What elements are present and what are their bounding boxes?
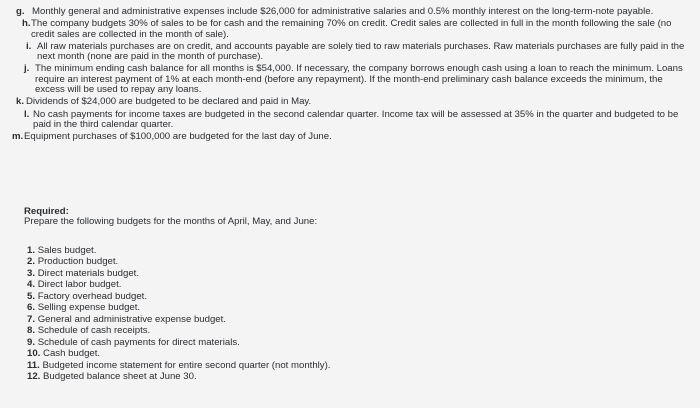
- required-heading: Required:: [24, 206, 69, 217]
- item-number: 4.: [27, 279, 36, 291]
- item-number: 11.: [27, 359, 40, 371]
- item-text: Cash budget.: [43, 348, 101, 360]
- item-number: 3.: [27, 267, 36, 279]
- assumption-marker: i.: [26, 40, 32, 52]
- assumption-text: No cash payments for income taxes are budgeted in the second calendar quarter. Income tax will be assessed at 35% in the quarter and budgeted to be paid in the third calendar quarter.: [33, 108, 679, 130]
- item-text: Schedule of cash payments for direct materials.: [37, 336, 240, 348]
- list-item: [27, 325, 684, 337]
- item-number: 12.: [27, 371, 41, 383]
- list-item: [27, 256, 684, 268]
- item-number: 1.: [27, 244, 36, 256]
- assumption-marker: m.: [12, 131, 24, 143]
- list-item: [27, 348, 684, 360]
- assumption-item: [0, 97, 694, 107]
- item-text: Budgeted balance sheet at June 30.: [43, 371, 197, 383]
- item-text: Production budget.: [37, 256, 119, 268]
- assumption-item: [0, 132, 694, 142]
- assumption-item: [0, 42, 694, 63]
- list-item: [27, 371, 684, 383]
- item-text: Direct labor budget.: [37, 279, 122, 291]
- item-number: 6.: [27, 302, 36, 314]
- required-section: [24, 207, 684, 383]
- list-item: [27, 337, 684, 349]
- assumption-item: [0, 7, 694, 17]
- item-number: 2.: [27, 256, 36, 268]
- assumption-text: Monthly general and administrative expenses include $26,000 for administrative salaries and 0.5% monthly interest on the long-term-note payable.: [32, 6, 654, 17]
- item-text: Sales budget.: [37, 244, 97, 256]
- assumption-marker: j.: [24, 63, 30, 75]
- item-text: Direct materials budget.: [37, 267, 139, 279]
- list-item: [27, 314, 684, 326]
- assumption-marker: k.: [16, 96, 25, 108]
- assumption-item: [0, 110, 694, 131]
- list-item: [27, 360, 684, 372]
- list-item: [27, 302, 684, 314]
- list-item: [27, 268, 684, 280]
- assumption-marker: l.: [24, 108, 30, 120]
- item-number: 9.: [27, 336, 36, 348]
- assumption-marker: h.: [22, 18, 31, 30]
- item-number: 5.: [27, 290, 36, 302]
- item-text: Factory overhead budget.: [37, 290, 148, 302]
- assumption-text: All raw materials purchases are on credit, and accounts payable are solely tied to raw materials purchases. Raw materials purchases are fully paid in the next month (none are paid in the month of purchase).: [37, 40, 685, 63]
- assumption-text: Dividends of $24,000 are budgeted to be declared and paid in May.: [26, 96, 312, 108]
- assumption-text: Equipment purchases of $100,000 are budgeted for the last day of June.: [24, 131, 332, 143]
- item-number: 8.: [27, 325, 36, 337]
- assumption-text: The minimum ending cash balance for all months is $54,000. If necessary, the company borrows enough cash using a loan to reach the minimum. Loans require an interest payment of 1% at each month-end (before any repayment). If the month-end preliminary cash balance exceeds the minimum, the excess will be used to repay any loans.: [35, 63, 683, 96]
- required-instruction: Prepare the following budgets for the months of April, May, and June:: [24, 216, 318, 228]
- assumptions-list: [0, 7, 694, 145]
- assumption-item: [0, 19, 694, 40]
- item-number: 7.: [27, 313, 36, 325]
- item-text: Budgeted income statement for entire second quarter (not monthly).: [42, 359, 331, 371]
- list-item: [27, 279, 684, 291]
- item-number: 10.: [27, 348, 41, 360]
- item-text: Schedule of cash receipts.: [37, 325, 151, 337]
- assumption-item: [0, 64, 694, 95]
- assumption-marker: g.: [16, 6, 25, 17]
- list-item: [27, 245, 684, 257]
- list-item: [27, 291, 684, 303]
- required-list: [24, 245, 684, 383]
- assumption-text: The company budgets 30% of sales to be for cash and the remaining 70% on credit. Credit sales are collected in full in the month following the sale (no credit sales are collected in the month of sale).: [31, 18, 672, 40]
- item-text: Selling expense budget.: [37, 302, 141, 314]
- item-text: General and administrative expense budget.: [37, 313, 226, 325]
